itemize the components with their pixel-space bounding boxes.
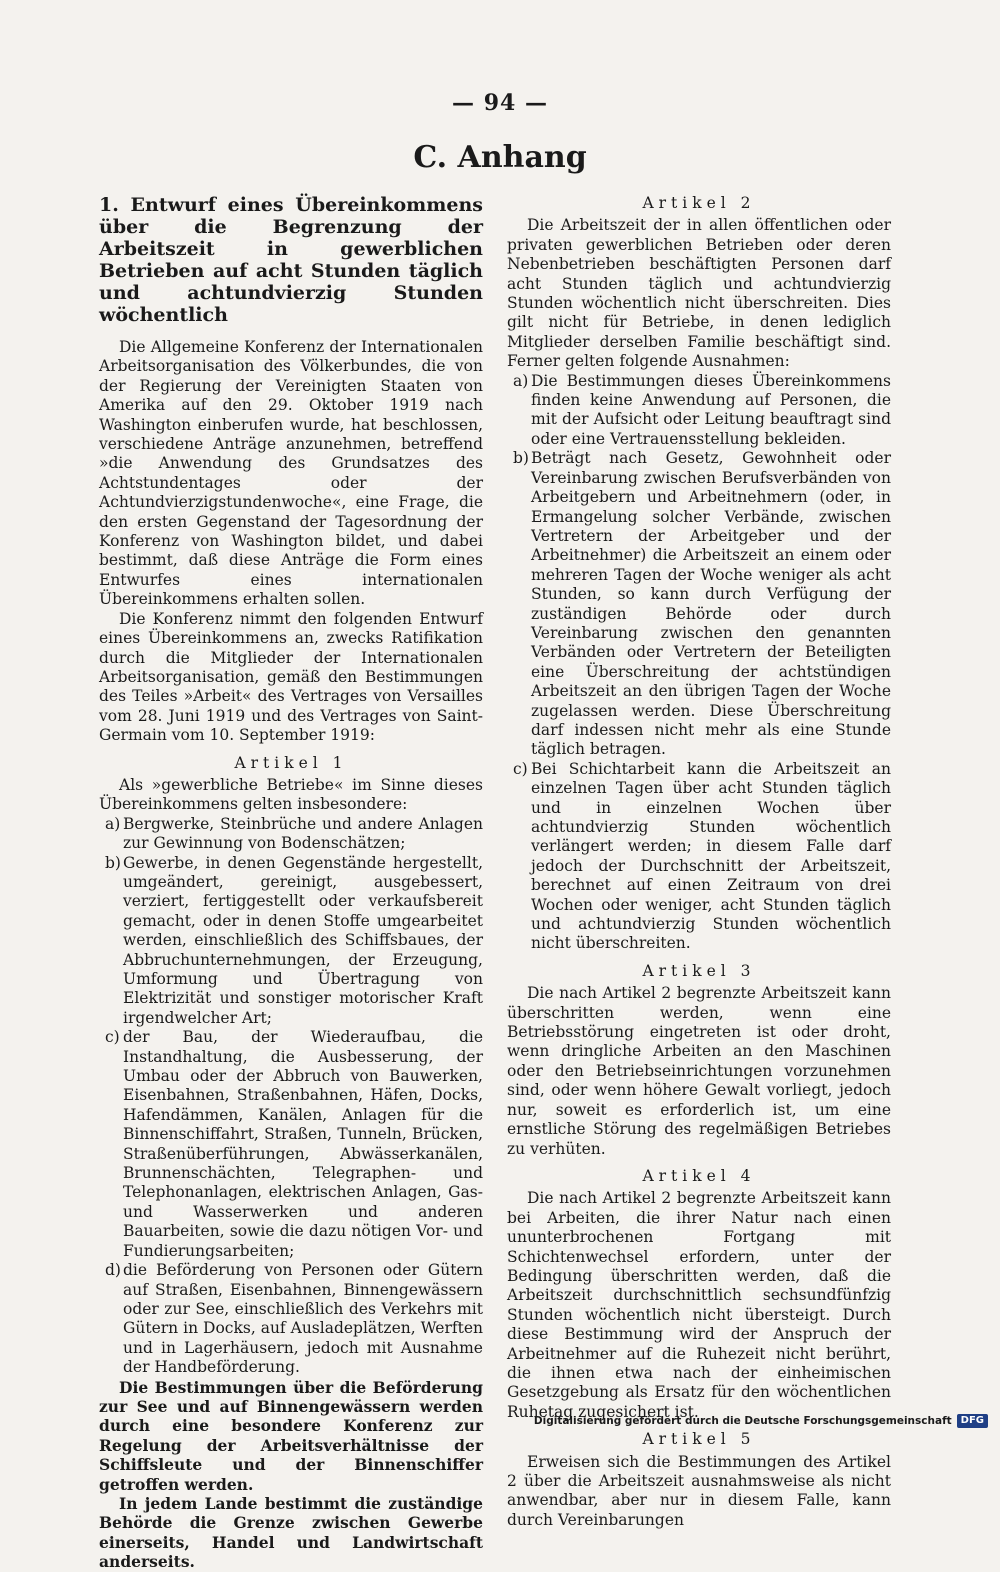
page-number: — 94 — — [452, 90, 548, 116]
item-marker: d) — [105, 1261, 121, 1280]
article-1-paragraph-2: Die Bestimmungen über die Beförderung zur See und auf Binnengewässern werden durch eine besondere Konferenz zur Regelung der Arbeitsverhältnisse der Schiffsleute und der Binnenschiffer getroffen werden. — [99, 1377, 483, 1494]
article-1-item-a — [99, 815, 483, 854]
item-marker: c) — [513, 759, 528, 778]
dfg-logo-icon: DFG — [957, 1414, 988, 1428]
article-1-item-c — [99, 1028, 483, 1261]
article-2-item-a — [507, 372, 891, 450]
article-1-item-d — [99, 1261, 483, 1377]
article-2-heading: Artikel 2 — [642, 194, 756, 212]
item-text: Bei Schichtarbeit kann die Arbeitszeit an einzelnen Tagen über acht Stunden täglich und in einzelnen Wochen über achtundvierzig Stunden wöchentlich verlängert werden; in diesem Falle darf jedoch der Durchschnitt der Arbeitszeit, berechnet auf einen Zeitraum von drei Wochen oder weniger, acht Stunden täglich und achtundvierzig Stunden wöchentlich nicht überschreiten. — [531, 759, 891, 953]
intro-paragraph-1: Die Allgemeine Konferenz der Internationalen Arbeitsorganisation des Völkerbundes, die von der Regierung der Vereinigten Staaten von Amerika auf den 29. Oktober 1919 nach Washington einberufen wurde, hat beschlossen, verschiedene Anträge anzunehmen, betreffend »die Anwendung des Grundsatzes des Achtstundentages oder der Achtundvierzigstundenwoche«, eine Frage, die den ersten Gegenstand der Tagesordnung der Konferenz von Washington bildet, und dabei bestimmt, daß diese Anträge die Form eines Entwurfes eines internationalen Übereinkommens erhalten sollen. — [99, 338, 483, 609]
digitization-footer — [534, 1414, 988, 1428]
article-4-text: Die nach Artikel 2 begrenzte Arbeitszeit kann bei Arbeiten, die ihrer Natur nach einen ununterbrochenen Fortgang mit Schichtenwechsel erfordern, unter der Bedingung überschritten werden, daß die Arbeitszeit durchschnittlich sechsundfünfzig Stunden wöchentlich nicht übersteigt. Durch diese Bestimmung wird der Anspruch der Arbeitnehmer auf die Ruhezeit nicht berührt, die ihnen etwa nach der einheimischen Gesetzgebung als Ersatz für den wöchentlichen Ruhetag zugesichert ist. — [507, 1189, 891, 1421]
article-2-item-b — [507, 449, 891, 760]
article-4-heading: Artikel 4 — [642, 1166, 756, 1185]
right-column — [507, 194, 891, 1530]
item-text: Beträgt nach Gesetz, Gewohnheit oder Vereinbarung zwischen Berufsverbänden von Arbeitgebern und Arbeitnehmern (oder, in Ermangelung solcher Verbände, zwischen Vertretern der Arbeitgeber und der Arbeitnehmer) die Arbeitszeit an einem oder mehreren Tagen der Woche weniger als acht Stunden, so kann durch Verfügung der zuständigen Behörde oder durch Vereinbarung zwischen den genannten Verbänden oder Vertretern der Beteiligten eine Überschreitung der achtstündigen Arbeitszeit an den übrigen Tagen der Woche zugelassen werden. Diese Überschreitung darf indessen nicht mehr als eine Stunde täglich betragen. — [531, 449, 891, 759]
item-marker: a) — [513, 371, 529, 390]
item-text: Gewerbe, in denen Gegenstände hergestellt, umgeändert, gereinigt, ausgebessert, verziert, fertiggestellt oder verkaufsbereit gemacht, oder in denen Stoffe umgearbeitet werden, einschließlich des Schiffsbaues, der Abbruchunternehmungen, der Erzeugung, Umformung und Übertragung von Elektrizität und sonstiger motorischer Kraft irgendwelcher Art; — [123, 853, 483, 1027]
item-marker: b) — [513, 449, 529, 468]
article-1-heading: Artikel 1 — [234, 753, 348, 772]
item-text: der Bau, der Wiederaufbau, die Instandhaltung, die Ausbesserung, der Umbau oder der Abbruch von Bauwerken, Eisenbahnen, Straßenbahnen, Häfen, Docks, Hafendämmen, Kanälen, Anlagen für die Binnenschiffahrt, Straßen, Tunneln, Brücken, Straßenüberführungen, Abwässerkanälen, Brunnenschächten, Telegraphen- und Telephonanlagen, elektrischen Anlagen, Gas- und Wasserwerken und anderen Bauarbeiten, sowie die dazu nötigen Vor- und Fundierungsarbeiten; — [123, 1028, 483, 1260]
item-marker: c) — [105, 1028, 120, 1047]
left-column — [99, 194, 483, 1572]
footer-text: Digitalisierung gefördert durch die Deutsche Forschungsgemeinschaft — [533, 1415, 952, 1427]
article-3-text: Die nach Artikel 2 begrenzte Arbeitszeit kann überschritten werden, wenn eine Betriebsstörung eingetreten ist oder droht, wenn dringliche Arbeiten an den Maschinen oder den Betriebseinrichtungen vorzunehmen sind, oder wenn höhere Gewalt vorliegt, jedoch nur, soweit es erforderlich ist, um eine ernstliche Störung des regelmäßigen Betriebes zu verhüten. — [507, 984, 891, 1158]
item-text: die Beförderung von Personen oder Gütern auf Straßen, Eisenbahnen, Binnengewässern oder zur See, einschließlich des Verkehrs mit Gütern in Docks, auf Ausladeplätzen, Werften und in Lagerhäusern, jedoch mit Ausnahme der Handbeförderung. — [123, 1261, 483, 1377]
article-1-paragraph-3: In jedem Lande bestimmt die zuständige Behörde die Grenze zwischen Gewerbe einerseits, Handel und Landwirtschaft anderseits. — [99, 1493, 483, 1572]
item-text: Bergwerke, Steinbrüche und andere Anlagen zur Gewinnung von Bodenschätzen; — [123, 814, 483, 853]
article-2-text: Die Arbeitszeit der in allen öffentlichen oder privaten gewerblichen Betrieben oder deren Nebenbetrieben beschäftigten Personen darf acht Stunden täglich und achtundvierzig Stunden wöchentlich nicht überschreiten. Dies gilt nicht für Betriebe, in denen lediglich Mitglieder derselben Familie beschäftigt sind. Ferner gelten folgende Ausnahmen: — [507, 216, 891, 371]
intro-paragraph-2: Die Konferenz nimmt den folgenden Entwurf eines Übereinkommens an, zwecks Ratifikation durch die Mitglieder der Internationalen Arbeitsorganisation, gemäß den Bestimmungen des Teiles »Arbeit« des Vertrages von Versailles vom 28. Juni 1919 und des Vertrages von Saint-Germain vom 10. September 1919: — [99, 609, 483, 745]
article-1-text: Als »gewerbliche Betriebe« im Sinne dieses Übereinkommens gelten insbesondere: — [99, 775, 483, 814]
section-title: C. Anhang — [413, 140, 587, 175]
item-marker: b) — [105, 853, 121, 872]
document-heading: 1. Entwurf eines Übereinkommens über die Begrenzung der Arbeitszeit in gewerblichen Betrieben auf acht Stunden täglich und achtundvierzig Stunden wöchentlich — [99, 194, 483, 326]
article-1-item-b — [99, 854, 483, 1029]
article-3-heading: Artikel 3 — [642, 961, 756, 980]
article-5-text: Erweisen sich die Bestimmungen des Artikel 2 über die Arbeitszeit ausnahmsweise als nicht anwendbar, aber nur in diesem Falle, kann durch Vereinbarungen — [507, 1452, 891, 1529]
article-2-item-c — [507, 760, 891, 954]
item-text: Die Bestimmungen dieses Übereinkommens finden keine Anwendung auf Personen, die mit der Aufsicht oder Leitung beauftragt sind oder eine Vertrauensstellung bekleiden. — [531, 371, 891, 448]
article-5-heading: Artikel 5 — [642, 1430, 756, 1449]
item-marker: a) — [105, 814, 121, 833]
